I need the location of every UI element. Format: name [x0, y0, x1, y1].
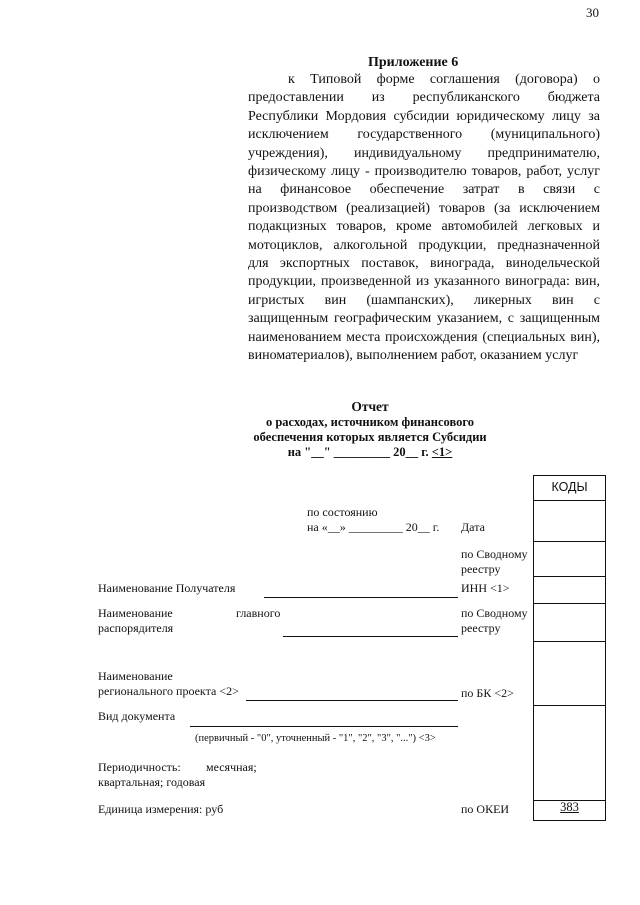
report-subtitle-3	[210, 445, 530, 460]
code-cell-date[interactable]	[533, 500, 606, 541]
periodicity-value-a: месячная;	[206, 760, 257, 774]
main-manager-label-c: распорядителя	[98, 621, 174, 635]
appendix-title: Приложение 6	[368, 55, 459, 70]
bk-label: по БК <2>	[461, 686, 514, 700]
inn-label: ИНН <1>	[461, 581, 510, 595]
periodicity-label: Периодичность:	[98, 760, 181, 774]
page-number: 30	[586, 5, 599, 20]
doc-type-input-line[interactable]	[190, 726, 458, 727]
regional-project-label-a: Наименование	[98, 669, 173, 683]
code-cell-inn[interactable]	[533, 576, 606, 603]
okei-label: по ОКЕИ	[461, 802, 510, 816]
code-cell-svodny-1[interactable]	[533, 541, 606, 576]
svodny-reestr-label-2: по Сводному реестру	[461, 606, 528, 635]
code-cell-svodny-2[interactable]	[533, 603, 606, 641]
report-title: Отчет	[351, 399, 389, 414]
regional-project-input-line[interactable]	[246, 700, 458, 701]
recipient-input-line[interactable]	[264, 597, 458, 598]
okei-code: 383	[560, 800, 579, 814]
report-subtitle-2: обеспечения которых является Субсидии	[253, 430, 487, 444]
doc-type-label: Вид документа	[98, 709, 176, 723]
state-label: по состоянию	[307, 505, 378, 519]
state-date: на «__» _________ 20__ г.	[307, 520, 440, 534]
regional-project-label-b: регионального проекта <2>	[98, 684, 239, 698]
svodny-reestr-label-1: по Сводному реестру	[461, 547, 528, 576]
doc-type-hint: (первичный - "0", уточненный - "1", "2", "3", "...") <3>	[195, 733, 436, 744]
code-cell-bk[interactable]	[533, 641, 606, 705]
report-date-line: на "__" _________ 20__ г.	[287, 445, 432, 459]
main-manager-label-b: главного	[236, 606, 281, 620]
main-manager-label-a: Наименование	[98, 606, 173, 620]
recipient-label: Наименование Получателя	[98, 581, 236, 595]
appendix-text: к Типовой форме соглашения (договора) о предоставлении из республиканского бюджета Республики Мордовия субсидии юридическому лицу за исключением государственного (муниципального) учреждения), индивидуальному предпринимателю, физическому лицу - производителю товаров, работ, услуг на финансовое обеспечение затрат в связи с производством (реализацией) товаров (за исключением подакцизных товаров, кроме автомобилей легковых и мотоциклов, алкогольной продукции, предназначенной для экспортных поставок, винограда, винодельческой продукции, произведенной из указанного винограда: вин, игристых вин (шампанских), ликерных вин с защищенным географическим указанием, с защищенным наименованием места происхождения (специальных вин), виноматериалов), выполнением работ, оказанием услуг	[248, 72, 600, 364]
date-label: Дата	[461, 520, 485, 534]
report-subtitle-1: о расходах, источником финансового	[265, 415, 474, 429]
unit-label: Единица измерения: руб	[98, 802, 224, 816]
codes-header: КОДЫ	[551, 480, 588, 494]
main-manager-input-line[interactable]	[283, 636, 458, 637]
report-footnote-ref[interactable]: <1>	[431, 445, 453, 459]
code-cell-doc-type[interactable]	[533, 705, 606, 800]
periodicity-value-b: квартальная; годовая	[98, 775, 206, 789]
